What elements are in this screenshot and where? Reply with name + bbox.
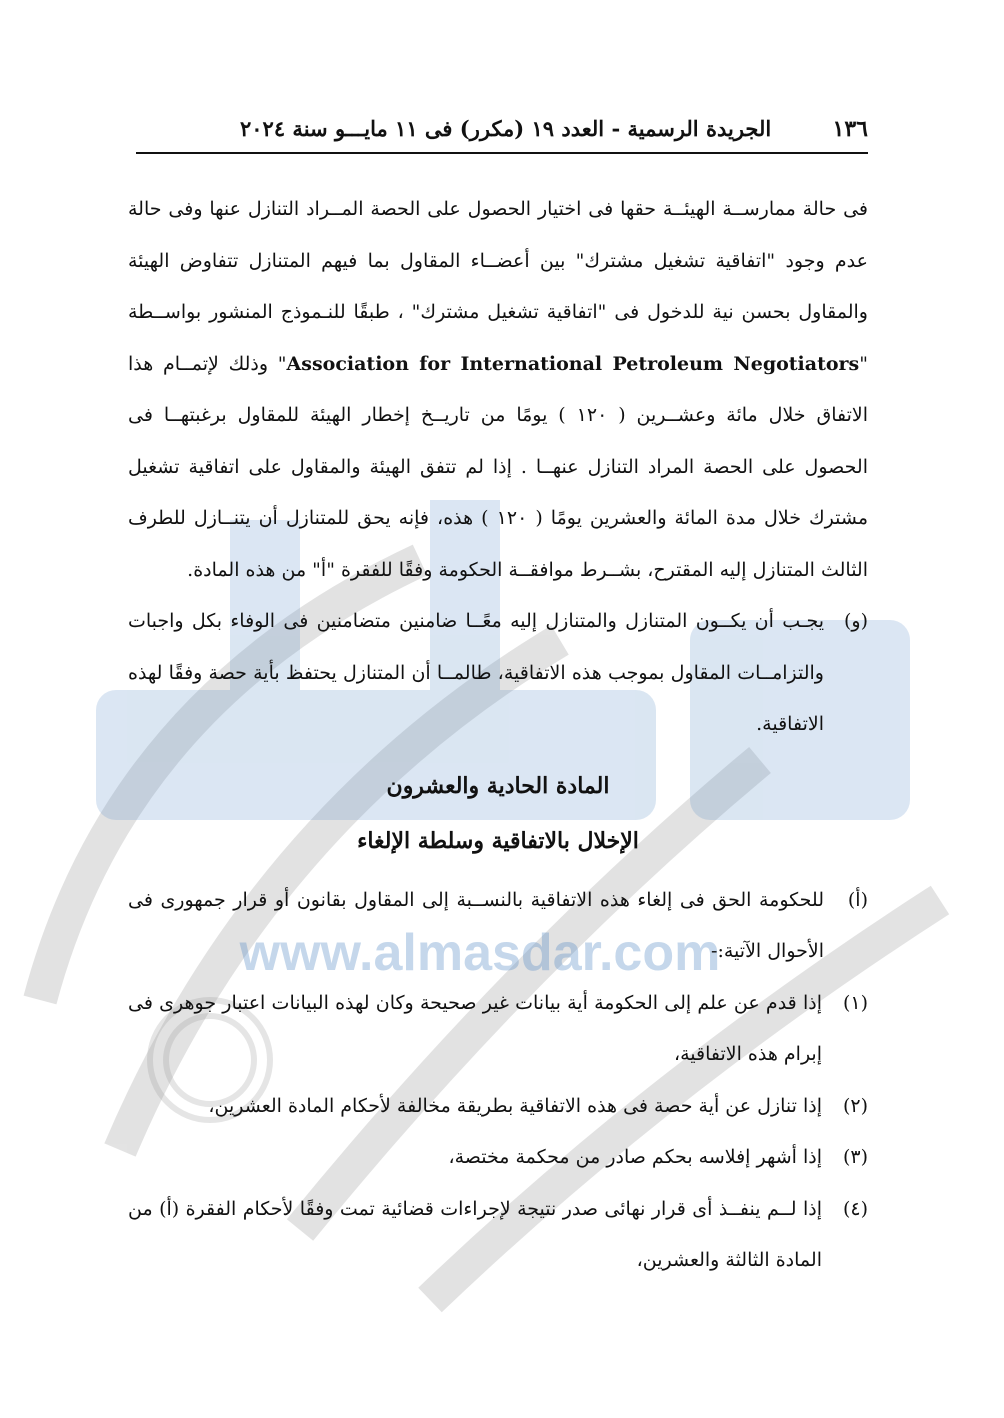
item-w-marker: (و) bbox=[843, 610, 868, 632]
sub-item-text: إذا أشهر إفلاسه بحكم صادر من محكمة مختصة، bbox=[448, 1146, 822, 1168]
sub-item-marker: (٤) bbox=[842, 1197, 868, 1220]
article-subtitle: الإخلال بالاتفاقية وسلطة الإلغاء bbox=[357, 827, 639, 854]
article-title: المادة الحادية والعشرون bbox=[386, 772, 610, 799]
sub-item-1 bbox=[128, 978, 868, 1081]
sub-item-marker: (٣) bbox=[842, 1146, 868, 1168]
item-a-text: للحكومة الحق فى إلغاء هذه الاتفاقية بالنســبة إلى المقاول بقانون أو قرار جمهورى فى الأحوال الآتية:- bbox=[128, 888, 824, 962]
document-body bbox=[128, 184, 868, 1287]
item-w bbox=[128, 596, 868, 751]
item-w-text: يجـب أن يكــون المتنازل والمتنازل إليه معًــا ضامنين متضامنين فى الوفاء بكل واجبات والتزامــات المقاول بموجب هذه الاتفاقية، طالمــا أن المتنازل يحتفظ بأية حصة وفقًا لهذه الاتفاقية. bbox=[128, 610, 824, 735]
paragraph-1-rest: " وذلك لإتمــام هذا الاتفاق خلال مائة وعشــرين ( ١٢٠ ) يومًا من تاريــخ إخطار الهيئة للمقاول برغبتهــا فى الحصول على الحصة المراد التنازل عنهــا . إذا لم تتفق الهيئة والمقاول على اتفاقية تشغيل مشترك خلال مدة المائة والعشرين يومًا ( ١٢٠ ) هذه، فإنه يحق للمتنازل أن يتنــازل للطرف الثالث المتنازل إليه المقترح، بشــرط موافقــة الحكومة وفقًا للفقرة "أ" من هذه المادة. bbox=[128, 352, 869, 581]
watermark-text: www.almasdar.com bbox=[239, 924, 721, 982]
sub-item-4 bbox=[128, 1184, 868, 1287]
item-a bbox=[128, 875, 868, 978]
sub-item-marker: (٢) bbox=[842, 1094, 868, 1117]
sub-item-marker: (١) bbox=[842, 991, 868, 1014]
paragraph-1 bbox=[128, 184, 868, 596]
sub-item-2 bbox=[128, 1081, 868, 1133]
page-number: ١٣٦ bbox=[832, 116, 868, 142]
gazette-title: الجريدة الرسمية - العدد ١٩ (مكرر) فى ١١ مايـــو سنة ٢٠٢٤ bbox=[240, 116, 772, 141]
page-header bbox=[136, 112, 868, 154]
paragraph-1-text: فى حالة ممارســة الهيئــة حقها فى اختيار الحصول على الحصة المــراد التنازل عنها وفى حالة عدم وجود "اتفاقية تشغيل مشترك" بين أعضــاء المقاول بما فيهم المتنازل تتفاوض الهيئة والمقاول بحسن نية للدخول فى "اتفاقية تشغيل مشترك" ، طبقًا للنـموذج المنشور بواســطة " bbox=[128, 198, 868, 375]
sub-item-3 bbox=[128, 1132, 868, 1184]
association-name: Association for International Petroleum Negotiators bbox=[286, 352, 860, 375]
sub-item-text: إذا قدم عن علم إلى الحكومة أية بيانات غير صحيحة وكان لهذه البيانات اعتبار جوهرى فى إبرام هذه الاتفاقية، bbox=[128, 991, 822, 1065]
sub-item-text: إذا لــم ينفــذ أى قرار نهائى صدر نتيجة لإجراءات قضائية تمت وفقًا لأحكام الفقرة (أ) من المادة الثالثة والعشرين، bbox=[128, 1197, 822, 1271]
item-a-marker: (أ) bbox=[847, 888, 868, 911]
sub-item-text: إذا تنازل عن أية حصة فى هذه الاتفاقية بطريقة مخالفة لأحكام المادة العشرين، bbox=[208, 1094, 822, 1117]
